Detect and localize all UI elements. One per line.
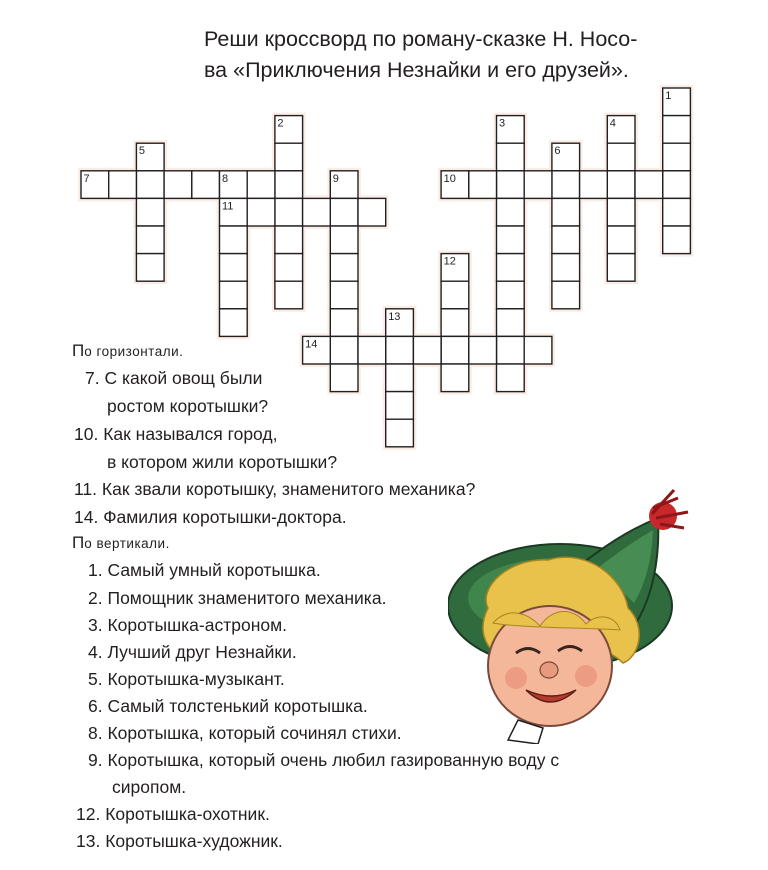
clue-text: Самый толстенький коротышка. bbox=[107, 696, 368, 716]
clue-number-label: 1 bbox=[665, 90, 672, 102]
clue-number-label: 11 bbox=[222, 200, 234, 213]
clue-number: 1. bbox=[88, 560, 103, 580]
horizontal-heading bbox=[72, 341, 183, 361]
clue-v-9 bbox=[88, 749, 559, 771]
clue-v-8 bbox=[88, 722, 402, 744]
clue-text: Коротышка-художник. bbox=[105, 831, 283, 851]
horizontal-heading-initial: П bbox=[72, 341, 85, 360]
clue-text: Помощник знаменитого механика. bbox=[107, 588, 387, 608]
clue-number-label: 3 bbox=[499, 117, 506, 130]
clue-h-11 bbox=[74, 478, 475, 500]
clue-text: Фамилия коротышки-доктора. bbox=[103, 507, 347, 527]
clue-text: Коротышка-музыкант. bbox=[107, 669, 285, 689]
vertical-heading-rest: о вертикали. bbox=[84, 536, 170, 551]
clue-text: Лучший друг Незнайки. bbox=[107, 642, 297, 662]
clue-v-12 bbox=[76, 803, 270, 825]
clue-text: Коротышка-астроном. bbox=[107, 615, 287, 635]
clue-text: в котором жили коротышки? bbox=[107, 452, 338, 472]
clue-number-label: 10 bbox=[443, 172, 456, 185]
vertical-heading bbox=[72, 533, 170, 553]
clue-text: сиропом. bbox=[112, 777, 187, 797]
neznaika-icon bbox=[448, 488, 710, 744]
horizontal-heading-rest: о горизонтали. bbox=[84, 344, 184, 359]
title-line-2: ва «Приключения Незнайки и его друзей». bbox=[204, 58, 629, 82]
clue-number: 4. bbox=[88, 642, 103, 662]
clue-number-label: 13 bbox=[388, 310, 401, 323]
clue-number-label: 8 bbox=[222, 172, 229, 185]
clue-v-2 bbox=[88, 587, 386, 609]
clue-number-label: 14 bbox=[305, 338, 318, 351]
clue-number: 9. bbox=[88, 750, 103, 770]
clue-text: Самый умный коротышка. bbox=[107, 560, 321, 580]
clue-v-5 bbox=[88, 668, 285, 690]
clue-h-7 bbox=[85, 367, 262, 389]
clue-number-label: 2 bbox=[277, 117, 284, 130]
clue-number: 13. bbox=[76, 831, 101, 851]
clue-number: 14. bbox=[74, 507, 99, 527]
clue-text: Коротышка-охотник. bbox=[105, 804, 270, 824]
clue-v-1 bbox=[88, 559, 321, 581]
title-line-1: Реши кроссворд по роману-сказке Н. Носо- bbox=[204, 27, 638, 51]
clue-v-3 bbox=[88, 614, 287, 636]
clue-h-7-cont bbox=[107, 395, 268, 417]
clue-v-9-cont bbox=[112, 776, 186, 798]
clue-number-label: 7 bbox=[83, 172, 90, 185]
clue-h-10-cont bbox=[107, 451, 337, 473]
clue-number: 7. bbox=[85, 368, 100, 388]
clue-number-label: 9 bbox=[332, 172, 339, 185]
hat-tassel bbox=[649, 490, 688, 530]
clue-text: Как звали коротышку, знаменитого механика? bbox=[101, 479, 476, 499]
clue-number: 5. bbox=[88, 669, 103, 689]
clue-number: 8. bbox=[88, 723, 103, 743]
clue-number: 3. bbox=[88, 615, 103, 635]
nose bbox=[540, 662, 558, 678]
clue-number-label: 5 bbox=[138, 145, 146, 158]
clue-number: 2. bbox=[88, 588, 103, 608]
clue-h-14 bbox=[74, 506, 347, 528]
clue-h-10 bbox=[74, 423, 277, 445]
clue-number: 11. bbox=[74, 479, 98, 499]
clue-text: ростом коротышки? bbox=[107, 396, 269, 416]
clue-text: Как назывался город, bbox=[103, 424, 278, 444]
clue-text: Коротышка, который сочинял стихи. bbox=[107, 723, 402, 743]
clue-number: 6. bbox=[88, 696, 103, 716]
clue-v-6 bbox=[88, 695, 368, 717]
left-cheek bbox=[505, 667, 527, 689]
clue-text: Коротышка, который очень любил газированную воду с bbox=[107, 750, 560, 770]
clue-text: С какой овощ были bbox=[104, 368, 263, 388]
vertical-heading-initial: П bbox=[72, 533, 85, 552]
clue-number-label: 6 bbox=[554, 145, 561, 158]
clue-number: 12. bbox=[76, 804, 101, 824]
clue-v-13 bbox=[76, 830, 283, 852]
clue-number-label: 12 bbox=[443, 255, 456, 268]
right-cheek bbox=[575, 665, 597, 687]
clue-number-label: 4 bbox=[609, 117, 616, 130]
clue-number: 10. bbox=[74, 424, 99, 444]
clue-v-4 bbox=[88, 641, 297, 663]
